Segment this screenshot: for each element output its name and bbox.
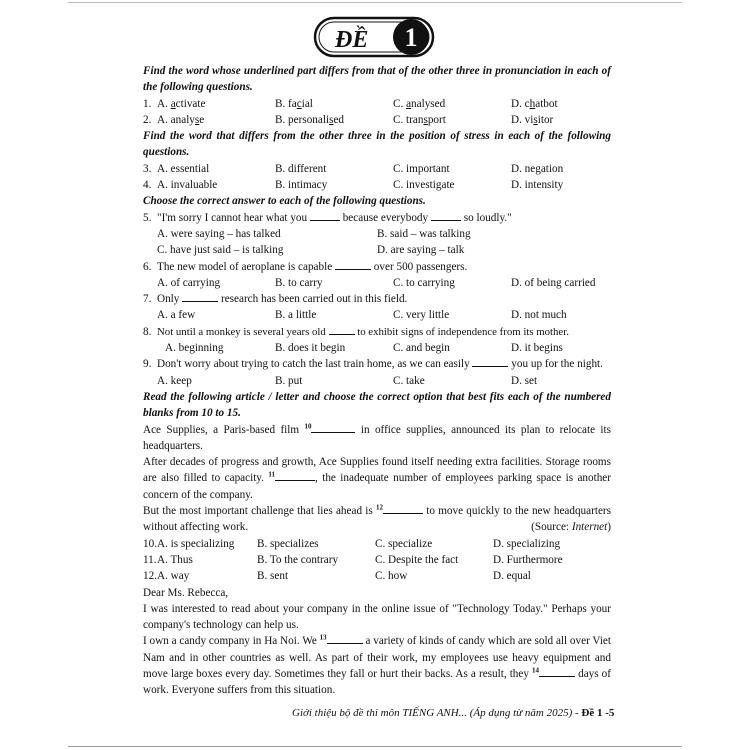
- option-b: B. facial: [275, 97, 313, 110]
- question-stem: Don't worry about trying to catch the last train home, as we can easily you up for the night.: [157, 358, 603, 371]
- article-source: (Source: Internet): [531, 521, 611, 534]
- option-a: A. analyse: [157, 113, 205, 126]
- section-4-instruction: Read the following article / letter and choose the correct option that best fits each of the numbered blanks from 10 to 15.: [143, 390, 611, 420]
- badge-word: ĐỀ: [335, 27, 369, 53]
- section-1-instruction: Find the word whose underlined part differs from that of the other three in pronunciation in each of the following questions.: [143, 65, 611, 94]
- option-d: D. negation: [511, 162, 564, 175]
- question-1: [143, 96, 611, 112]
- option-b: B. To the contrary: [257, 553, 339, 566]
- article-paragraph-2: After decades of progress and growth, Ace Supplies found itself needing extra facilities. Storage rooms are also filled to capacity. $^{11}$ , the inadequate number of employees parking space is another concern of the company.: [143, 456, 612, 501]
- question-12: [143, 568, 611, 584]
- option-c: C. Despite the fact: [375, 553, 459, 566]
- page-bottom-rule: [68, 746, 682, 747]
- question-5-options-row-2: [143, 242, 611, 258]
- section-3-instruction: Choose the correct answer to each of the following questions.: [143, 195, 426, 208]
- option-b: B. does it begin: [275, 342, 346, 355]
- question-5-options-row-1: [143, 226, 611, 242]
- option-b: B. a little: [275, 309, 317, 322]
- question-number: 9.: [143, 358, 152, 371]
- question-11: [143, 552, 611, 568]
- option-c: C. investigate: [393, 179, 455, 192]
- question-number: 8.: [143, 325, 152, 338]
- question-8: [143, 324, 611, 340]
- letter-paragraph-2: I own a candy company in Ha Noi. We $^{13}$ a variety of kinds of candy which are sold all over Viet Nam and in other countries as well. As part of their work, my employees use heavy equipment and move large boxes every day. Sometimes they fall or hurt their backs. As a result, they $^{14}$ days of work. Everyone suffers from this situation.: [143, 633, 612, 697]
- question-number: 11.: [143, 553, 157, 566]
- option-c: C. transport: [393, 113, 446, 126]
- option-c: C. take: [393, 374, 425, 387]
- question-8-options: [143, 340, 611, 356]
- option-d: D. it begins: [511, 342, 563, 355]
- option-d: D. specializing: [493, 537, 561, 550]
- page-footer: [292, 707, 614, 719]
- question-2: [143, 112, 611, 128]
- option-b: B. put: [275, 374, 303, 387]
- question-7-options: [143, 307, 611, 323]
- question-number: 7.: [143, 293, 152, 306]
- question-7: [143, 291, 611, 307]
- option-b: B. different: [275, 162, 327, 175]
- option-b: B. to carry: [275, 276, 323, 289]
- option-d: D. set: [511, 374, 538, 387]
- question-number: 10.: [143, 537, 157, 550]
- option-a: A. is specializing: [157, 537, 235, 550]
- option-c: C. analysed: [393, 97, 446, 110]
- option-a: A. invaluable: [157, 179, 218, 192]
- option-b: B. said – was talking: [377, 227, 471, 240]
- option-b: B. intimacy: [275, 179, 328, 192]
- question-number: 5.: [143, 211, 152, 224]
- option-c: C. very little: [393, 309, 450, 322]
- option-d: D. equal: [493, 570, 531, 583]
- option-d: D. visitor: [511, 113, 554, 126]
- option-b: B. specializes: [257, 537, 319, 550]
- option-a: A. were saying – has talked: [157, 227, 281, 240]
- question-6: [143, 259, 611, 275]
- option-b: B. sent: [257, 570, 289, 583]
- exam-content: [143, 63, 611, 699]
- option-d: D. of being carried: [511, 276, 596, 289]
- question-6-options: [143, 275, 611, 291]
- option-d: D. chatbot: [511, 97, 558, 110]
- option-d: D. Furthermore: [493, 553, 563, 566]
- option-c: C. how: [375, 570, 408, 583]
- option-a: A. of carrying: [157, 276, 221, 289]
- option-a: A. keep: [157, 374, 192, 387]
- option-a: A. beginning: [165, 342, 224, 355]
- option-a: A. Thus: [157, 553, 193, 566]
- letter-paragraph-1: I was interested to read about your company in the online issue of "Technology Today." Perhaps your company's technology can help us.: [143, 602, 611, 632]
- question-number: 4.: [143, 179, 152, 192]
- section-2-instruction: Find the word that differs from the other three in the position of stress in each of the following questions.: [143, 130, 611, 159]
- question-4: [143, 177, 611, 193]
- footer-page-number: Đề 1 -5: [581, 707, 615, 719]
- question-number: 12.: [143, 570, 157, 583]
- question-stem: "I'm sorry I cannot hear what you because everybody so loudly.": [157, 211, 512, 224]
- question-stem: The new model of aeroplane is capable over 500 passengers.: [157, 260, 468, 273]
- question-number: 3.: [143, 162, 152, 175]
- option-d: D. not much: [511, 309, 567, 322]
- question-stem: Not until a monkey is several years old to exhibit signs of independence from its mother.: [157, 325, 569, 338]
- question-number: 2.: [143, 113, 152, 126]
- option-a: A. a few: [157, 309, 196, 322]
- article-paragraph-3: But the most important challenge that lies ahead is $^{12}$ to move quickly to the new headquarters without affecting work. (Source: Internet): [143, 503, 611, 536]
- question-9-options: [143, 373, 611, 389]
- badge-number: 1: [404, 23, 418, 52]
- page-top-rule: [68, 2, 682, 3]
- question-3: [143, 161, 611, 177]
- option-d: D. are saying – talk: [377, 244, 465, 257]
- question-number: 6.: [143, 260, 152, 273]
- question-number: 1.: [143, 97, 152, 110]
- option-c: C. important: [393, 162, 450, 175]
- option-d: D. intensity: [511, 179, 564, 192]
- option-b: B. personalised: [275, 113, 344, 126]
- option-c: C. specialize: [375, 537, 433, 550]
- exam-number-badge: [313, 14, 437, 60]
- option-c: C. have just said – is talking: [157, 244, 284, 257]
- option-a: A. essential: [157, 162, 210, 175]
- question-stem: Only research has been carried out in this field.: [157, 293, 408, 306]
- option-c: C. to carrying: [393, 276, 455, 289]
- footer-text: Giới thiệu bộ đề thi môn TIẾNG ANH... (Áp dụng từ năm 2025) -: [292, 707, 582, 719]
- question-10: [143, 536, 611, 552]
- option-a: A. way: [157, 570, 190, 583]
- letter-greeting: Dear Ms. Rebecca,: [143, 586, 229, 599]
- question-9: [143, 356, 611, 372]
- option-a: A. activate: [157, 97, 206, 110]
- option-c: C. and begin: [393, 342, 450, 355]
- question-5: [143, 210, 611, 226]
- article-paragraph-1: Ace Supplies, a Paris-based film $^{10}$ in office supplies, announced its plan to relocate its headquarters.: [143, 421, 612, 452]
